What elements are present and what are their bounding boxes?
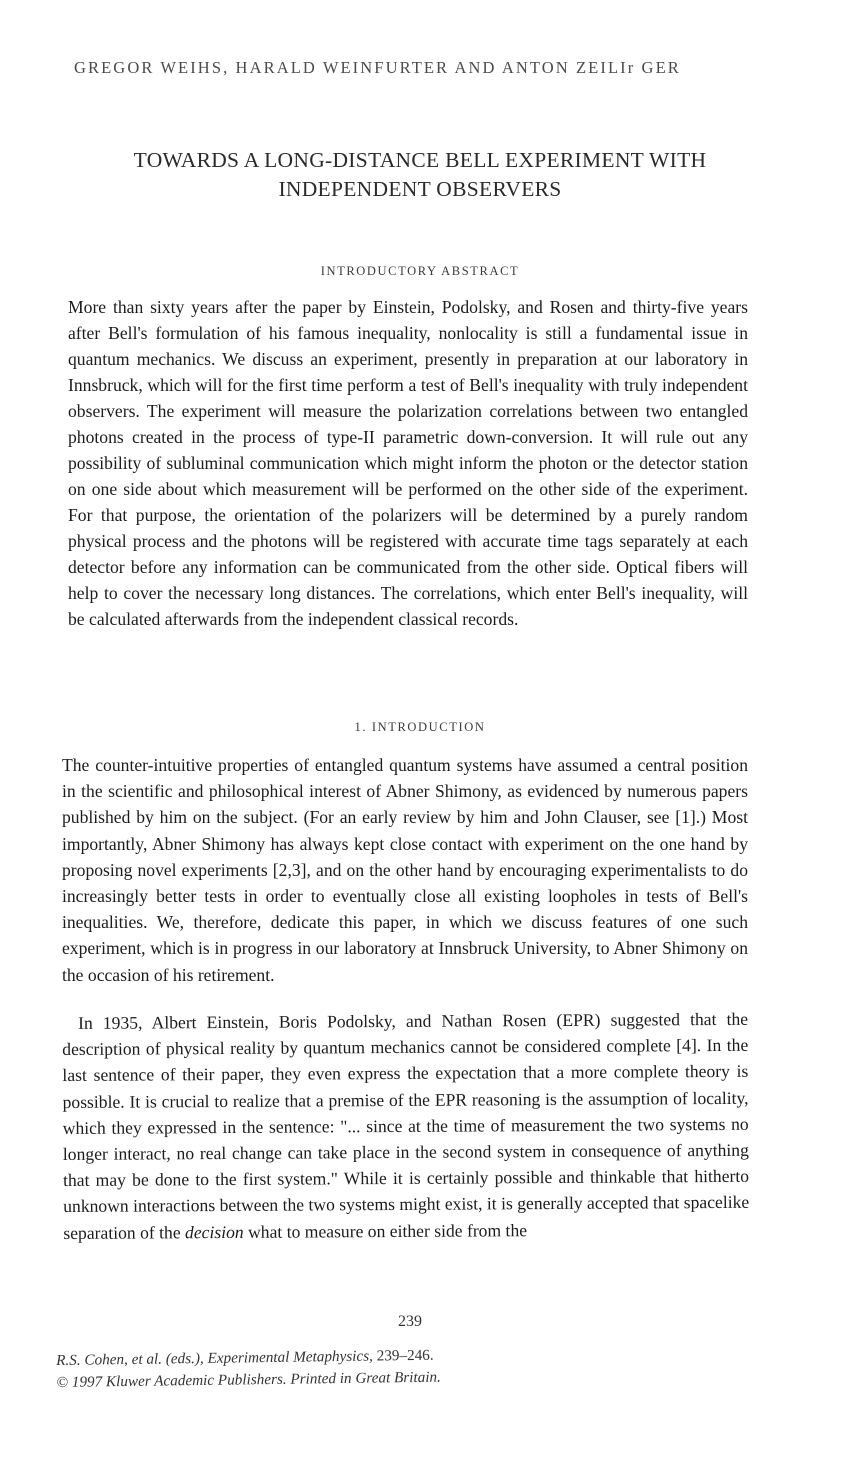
paragraph-2-emphasis: decision [184, 1221, 244, 1242]
paragraph-2-text-start: In 1935, Albert Einstein, Boris Podolsky, and Nathan Rosen (EPR) suggested that the description of physical reality by quantum mechanics cannot be considered complete [4]. In the last sentence of their paper, they even express the expectation that a more complete theory is possible. It is crucial to realize that a premise of the EPR reasoning is the assumption of locality, which they expressed in the sentence: "... since at the time of measurement the two systems no longer interact, no real change can take place in the second system in consequence of anything that may be done to the first system." While it is certainly possible and thinkable that hitherto unknown interactions between the two systems might exist, it is generally accepted that spacelike separation of the [62, 1008, 750, 1243]
paragraph-2-text-end: what to measure on either side from the [243, 1219, 528, 1242]
citation-authors: R.S. Cohen, et al. [56, 1350, 163, 1369]
page-number: 239 [398, 1313, 422, 1330]
introduction-paragraph-1: The counter-intuitive properties of entangled quantum systems have assumed a central position in the scientific and philosophical interest of Abner Shimony, as evidenced by numerous papers published by him on the subject. (For an early review by him and John Clauser, see [1].) Most importantly, Abner Shimony has always kept close contact with experiment on the one hand by proposing novel experiments [2,3], and on the other hand by encouraging experimentalists to do increasingly better tests in order to eventually close all existing loopholes in tests of Bell's inequalities. We, therefore, dedicate this paper, in which we discuss features of one such experiment, which is in progress in our laboratory at Innsbruck University, to Abner Shimony on the occasion of his retirement. [62, 755, 748, 985]
abstract-text: More than sixty years after the paper by Einstein, Podolsky, and Rosen and thirty-five years after Bell's formulation of his famous inequality, nonlocality is still a fundamental issue in quantum mechanics. We discuss an experiment, presently in preparation at our laboratory in Innsbruck, which will for the first time perform a test of Bell's inequality with truly independent observers. The experiment will measure the polarization correlations between two entangled photons created in the process of type-II parametric down-conversion. It will rule out any possibility of subluminal communication which might inform the photon or the detector station on one side about which measurement will be performed on the other side of the experiment. For that purpose, the orientation of the polarizers will be determined by a purely random physical process and the photons will be registered with accurate time tags separately at each detector before any information can be communicated from the other side. Optical fibers will help to cover the necessary long distances. The correlations, which enter Bell's inequality, will be calculated afterwards from the independent classical records. [68, 297, 748, 629]
paper-title-line-1: TOWARDS A LONG-DISTANCE BELL EXPERIMENT WITH [133, 148, 707, 172]
publication-footer [56, 1342, 617, 1394]
introduction-heading: 1. INTRODUCTION [354, 720, 486, 734]
copyright-line: © 1997 Kluwer Academic Publishers. Printed in Great Britain. [56, 1368, 441, 1391]
paper-title [70, 146, 770, 204]
citation-pages: 239–246. [376, 1346, 434, 1365]
paper-title-line-2: INDEPENDENT OBSERVERS [278, 177, 562, 201]
citation-eds: (eds.), [161, 1349, 208, 1368]
running-header-authors: GREGOR WEIHS, HARALD WEINFURTER AND ANTON ZEILIr GER [74, 58, 681, 77]
abstract-heading: INTRODUCTORY ABSTRACT [320, 264, 520, 278]
introduction-paragraph-2 [62, 1006, 749, 1246]
citation-book: Experimental Metaphysics, [207, 1347, 377, 1367]
